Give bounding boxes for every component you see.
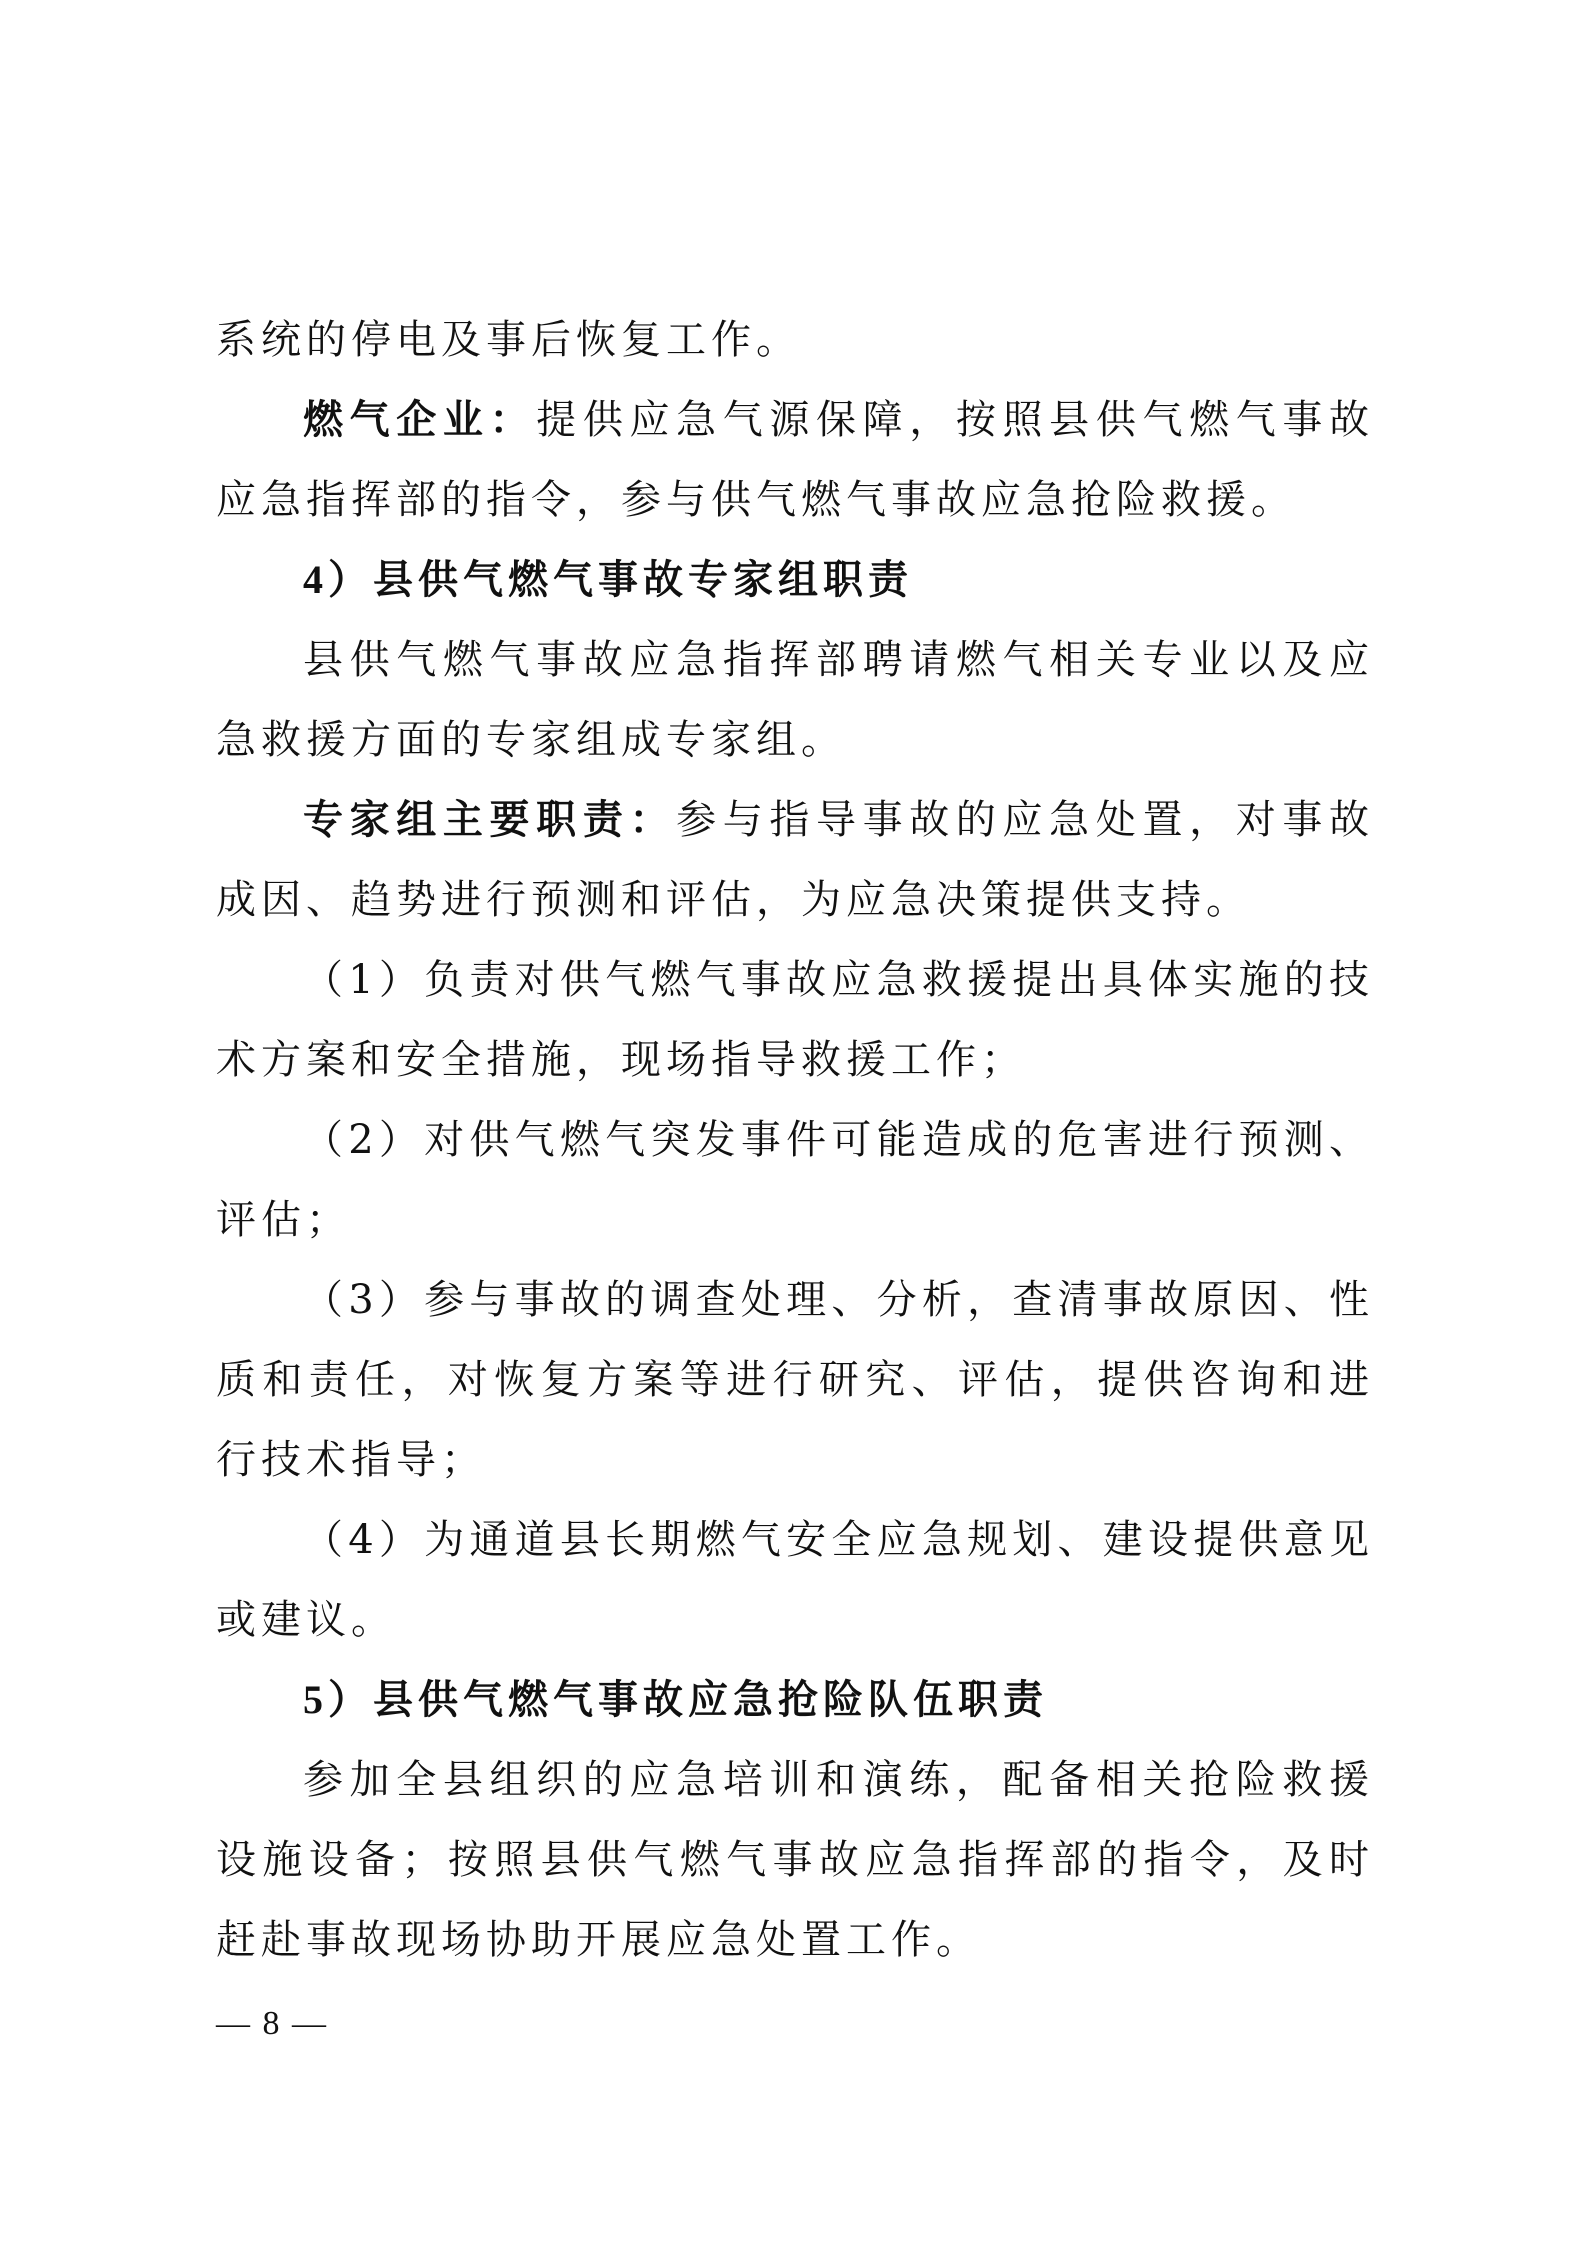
paragraph-text: 提供应急气源保障，按照县供气燃气事故应急指挥部的指令，参与供气燃气事故应急抢险救援。 <box>216 397 1375 523</box>
section-heading-expert-group <box>216 540 1374 620</box>
heading-number: 4） <box>303 557 373 602</box>
section-heading-rescue-team <box>216 1660 1374 1740</box>
heading-text: 县供气燃气事故专家组职责 <box>373 556 913 603</box>
paragraph-rescue-team-duties: 参加全县组织的应急培训和演练，配备相关抢险救援设施设备；按照县供气燃气事故应急指挥部的指令，及时赶赴事故现场协助开展应急处置工作。 <box>216 1757 1374 1963</box>
heading-number: 5） <box>303 1677 373 1722</box>
paragraph-lead-label: 燃气企业： <box>303 396 537 443</box>
document-body <box>216 300 1374 1980</box>
list-item-3: （3）参与事故的调查处理、分析，查清事故原因、性质和责任，对恢复方案等进行研究、评估，提供咨询和进行技术指导； <box>216 1277 1374 1483</box>
list-item-2: （2）对供气燃气突发事件可能造成的危害进行预测、评估； <box>216 1117 1374 1243</box>
paragraph-expert-group-formation: 县供气燃气事故应急指挥部聘请燃气相关专业以及应急救援方面的专家组成专家组。 <box>216 637 1374 763</box>
paragraph-gas-enterprise <box>216 380 1374 540</box>
list-item-1: （1）负责对供气燃气事故应急救援提出具体实施的技术方案和安全措施，现场指导救援工作； <box>216 957 1374 1083</box>
list-item-4: （4）为通道县长期燃气安全应急规划、建设提供意见或建议。 <box>216 1517 1374 1643</box>
paragraph-lead-label: 专家组主要职责： <box>303 796 677 843</box>
paragraph-text: 参与指导事故的应急处置，对事故成因、趋势进行预测和评估，为应急决策提供支持。 <box>216 797 1375 923</box>
paragraph-continuation: 系统的停电及事后恢复工作。 <box>216 317 801 363</box>
heading-text: 县供气燃气事故应急抢险队伍职责 <box>373 1676 1048 1723</box>
page-number: — 8 — <box>216 2005 328 2042</box>
paragraph-expert-group-duties <box>216 780 1374 940</box>
